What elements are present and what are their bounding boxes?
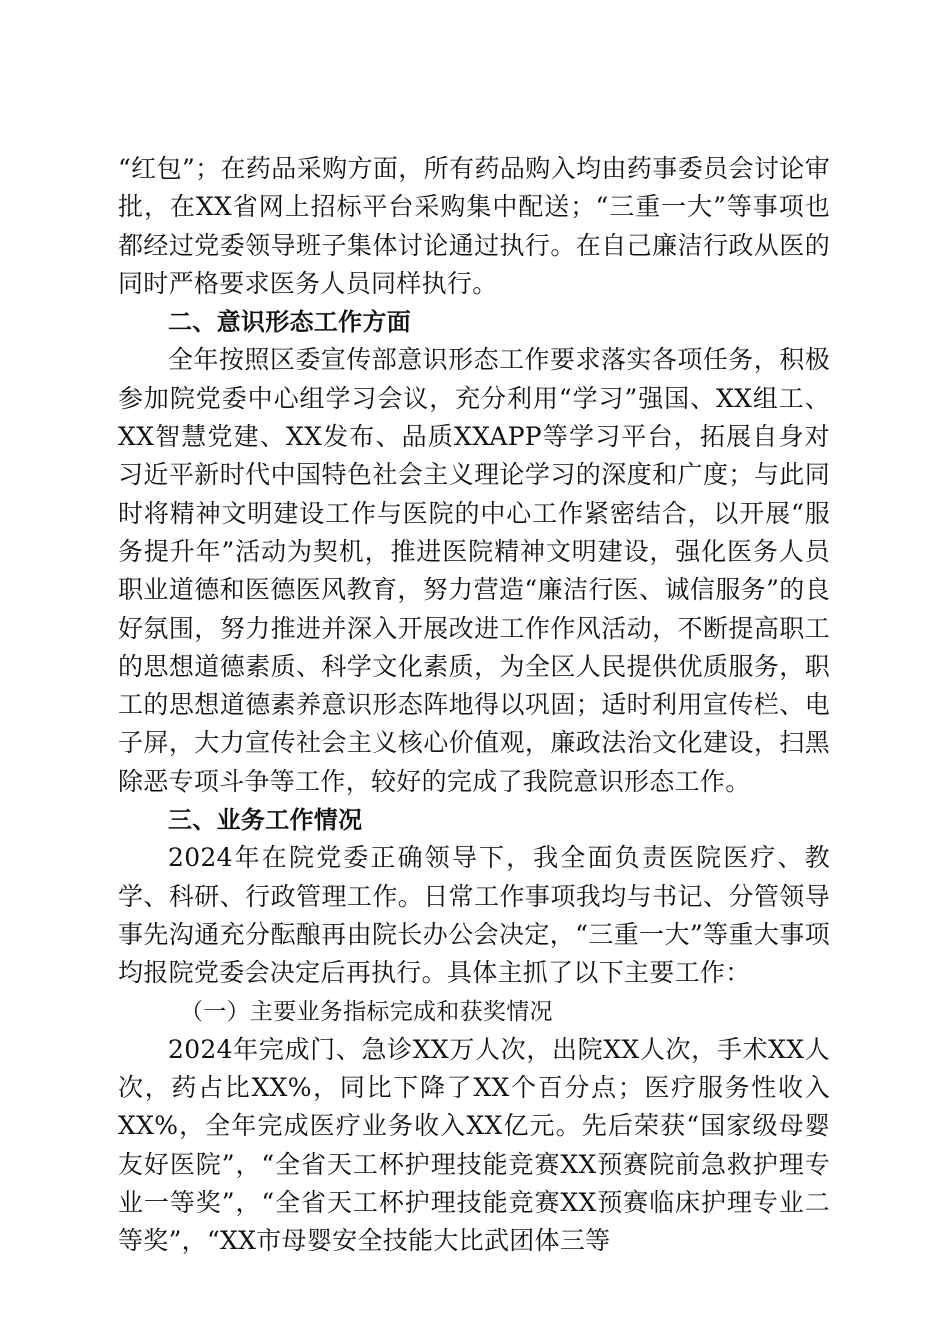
- paragraph-business-overview: 2024年在院党委正确领导下，我全面负责医院医疗、教学、科研、行政管理工作。日常工作事项我均与书记、分管领导事先沟通充分酝酿再由院长办公会决定，“三重一大”等重大事项均报院党委会决定后再执行。具体主抓了以下主要工作：: [118, 843, 830, 988]
- paragraph-ideology-work: 全年按照区委宣传部意识形态工作要求落实各项任务，积极参加院党委中心组学习会议，充分利用“学习”强国、XX组工、XX智慧党建、XX发布、品质XXAPP等学习平台，拓展自身对习近平新时代中国特色社会主义理论学习的深度和广度；与此同时将精神文明建设工作与医院的中心工作紧密结合，以开展“服务提升年”活动为契机，推进医院精神文明建设，强化医务人员职业道德和医德医风教育，努力营造“廉洁行医、诚信服务”的良好氛围，努力推进并深入开展改进工作作风活动，不断提高职工的思想道德素质、科学文化素质，为全区人民提供优质服务，职工的思想道德素养意识形态阵地得以巩固；适时利用宣传栏、电子屏，大力宣传社会主义核心价值观，廉政法治文化建设，扫黑除恶专项斗争等工作，较好的完成了我院意识形态工作。: [118, 345, 830, 796]
- section-heading-ideology: 二、意识形态工作方面: [168, 308, 411, 337]
- section-heading-business: 三、业务工作情况: [168, 806, 363, 835]
- document-body: [118, 150, 830, 1261]
- subsection-heading-indicators: （一）主要业务指标完成和获奖情况: [180, 998, 553, 1025]
- paragraph-procurement-continuation: “红包”；在药品采购方面，所有药品购入均由药事委员会讨论审批，在XX省网上招标平台采购集中配送；“三重一大”等事项也都经过党委领导班子集体讨论通过执行。在自己廉洁行政从医的同时严格要求医务人员同样执行。: [118, 154, 830, 298]
- paragraph-indicators-awards: 2024年完成门、急诊XX万人次，出院XX人次，手术XX人次，药占比XX%，同比下降了XX个百分点；医疗服务性收入XX%，全年完成医疗业务收入XX亿元。先后荣获“国家级母婴友好医院”，“全省天工杯护理技能竞赛XX预赛院前急救护理专业一等奖”，“全省天工杯护理技能竞赛XX预赛临床护理专业二等奖”，“XX市母婴安全技能大比武团体三等: [118, 1034, 830, 1256]
